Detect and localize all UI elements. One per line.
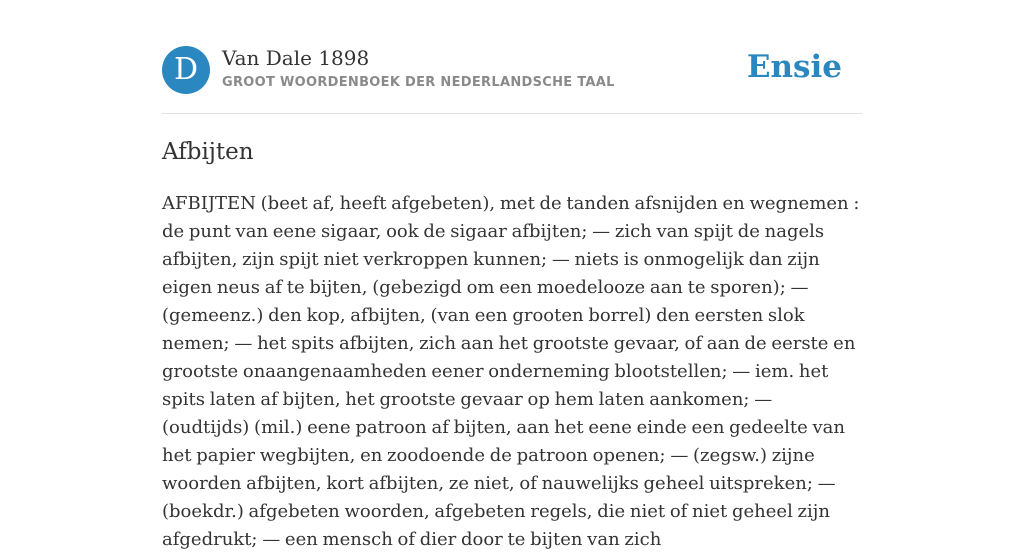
entry-definition: AFBIJTEN (beet af, heeft afgebeten), met de tanden afsnijden en wegnemen : de punt van eene sigaar, ook de sigaar afbijten; — zich van spijt de nagels afbijten, zijn spijt niet verkroppen kunnen; — niets is onmogelijk dan zijn eigen neus af te bijten, (gebezigd om een moedelooze aan te sporen); — (gemeenz.) den kop, afbijten, (van een grooten borrel) den eersten slok nemen; — het spits afbijten, zich aan het grootste gevaar, of aan de eerste en grootste onaangenaamheden eener onderneming blootstellen; — iem. het spits laten af bijten, het grootste gevaar op hem laten aankomen; — (oudtijds) (mil.) eene patroon af bijten, aan het eene einde een gedeelte van het papier wegbijten, en zoodoende de patroon openen; — (zegsw.) zijne woorden afbijten, kort afbijten, ze niet, of nauwelijks geheel uitspreken; — (boekdr.) afgebeten woorden, afgebeten regels, die niet of niet geheel zijn afgedrukt; — een mensch of dier door te bijten van zich xyxy=(162,193,860,550)
dictionary-subtitle: GROOT WOORDENBOEK DER NEDERLANDSCHE TAAL xyxy=(222,75,615,90)
brand-logo[interactable]: Ensie xyxy=(746,49,842,85)
header-divider xyxy=(162,113,862,114)
dictionary-title[interactable]: Van Dale 1898 xyxy=(222,46,370,70)
entry-title: Afbijten xyxy=(162,139,254,165)
dictionary-logo[interactable]: D xyxy=(162,46,210,94)
header xyxy=(162,46,862,96)
